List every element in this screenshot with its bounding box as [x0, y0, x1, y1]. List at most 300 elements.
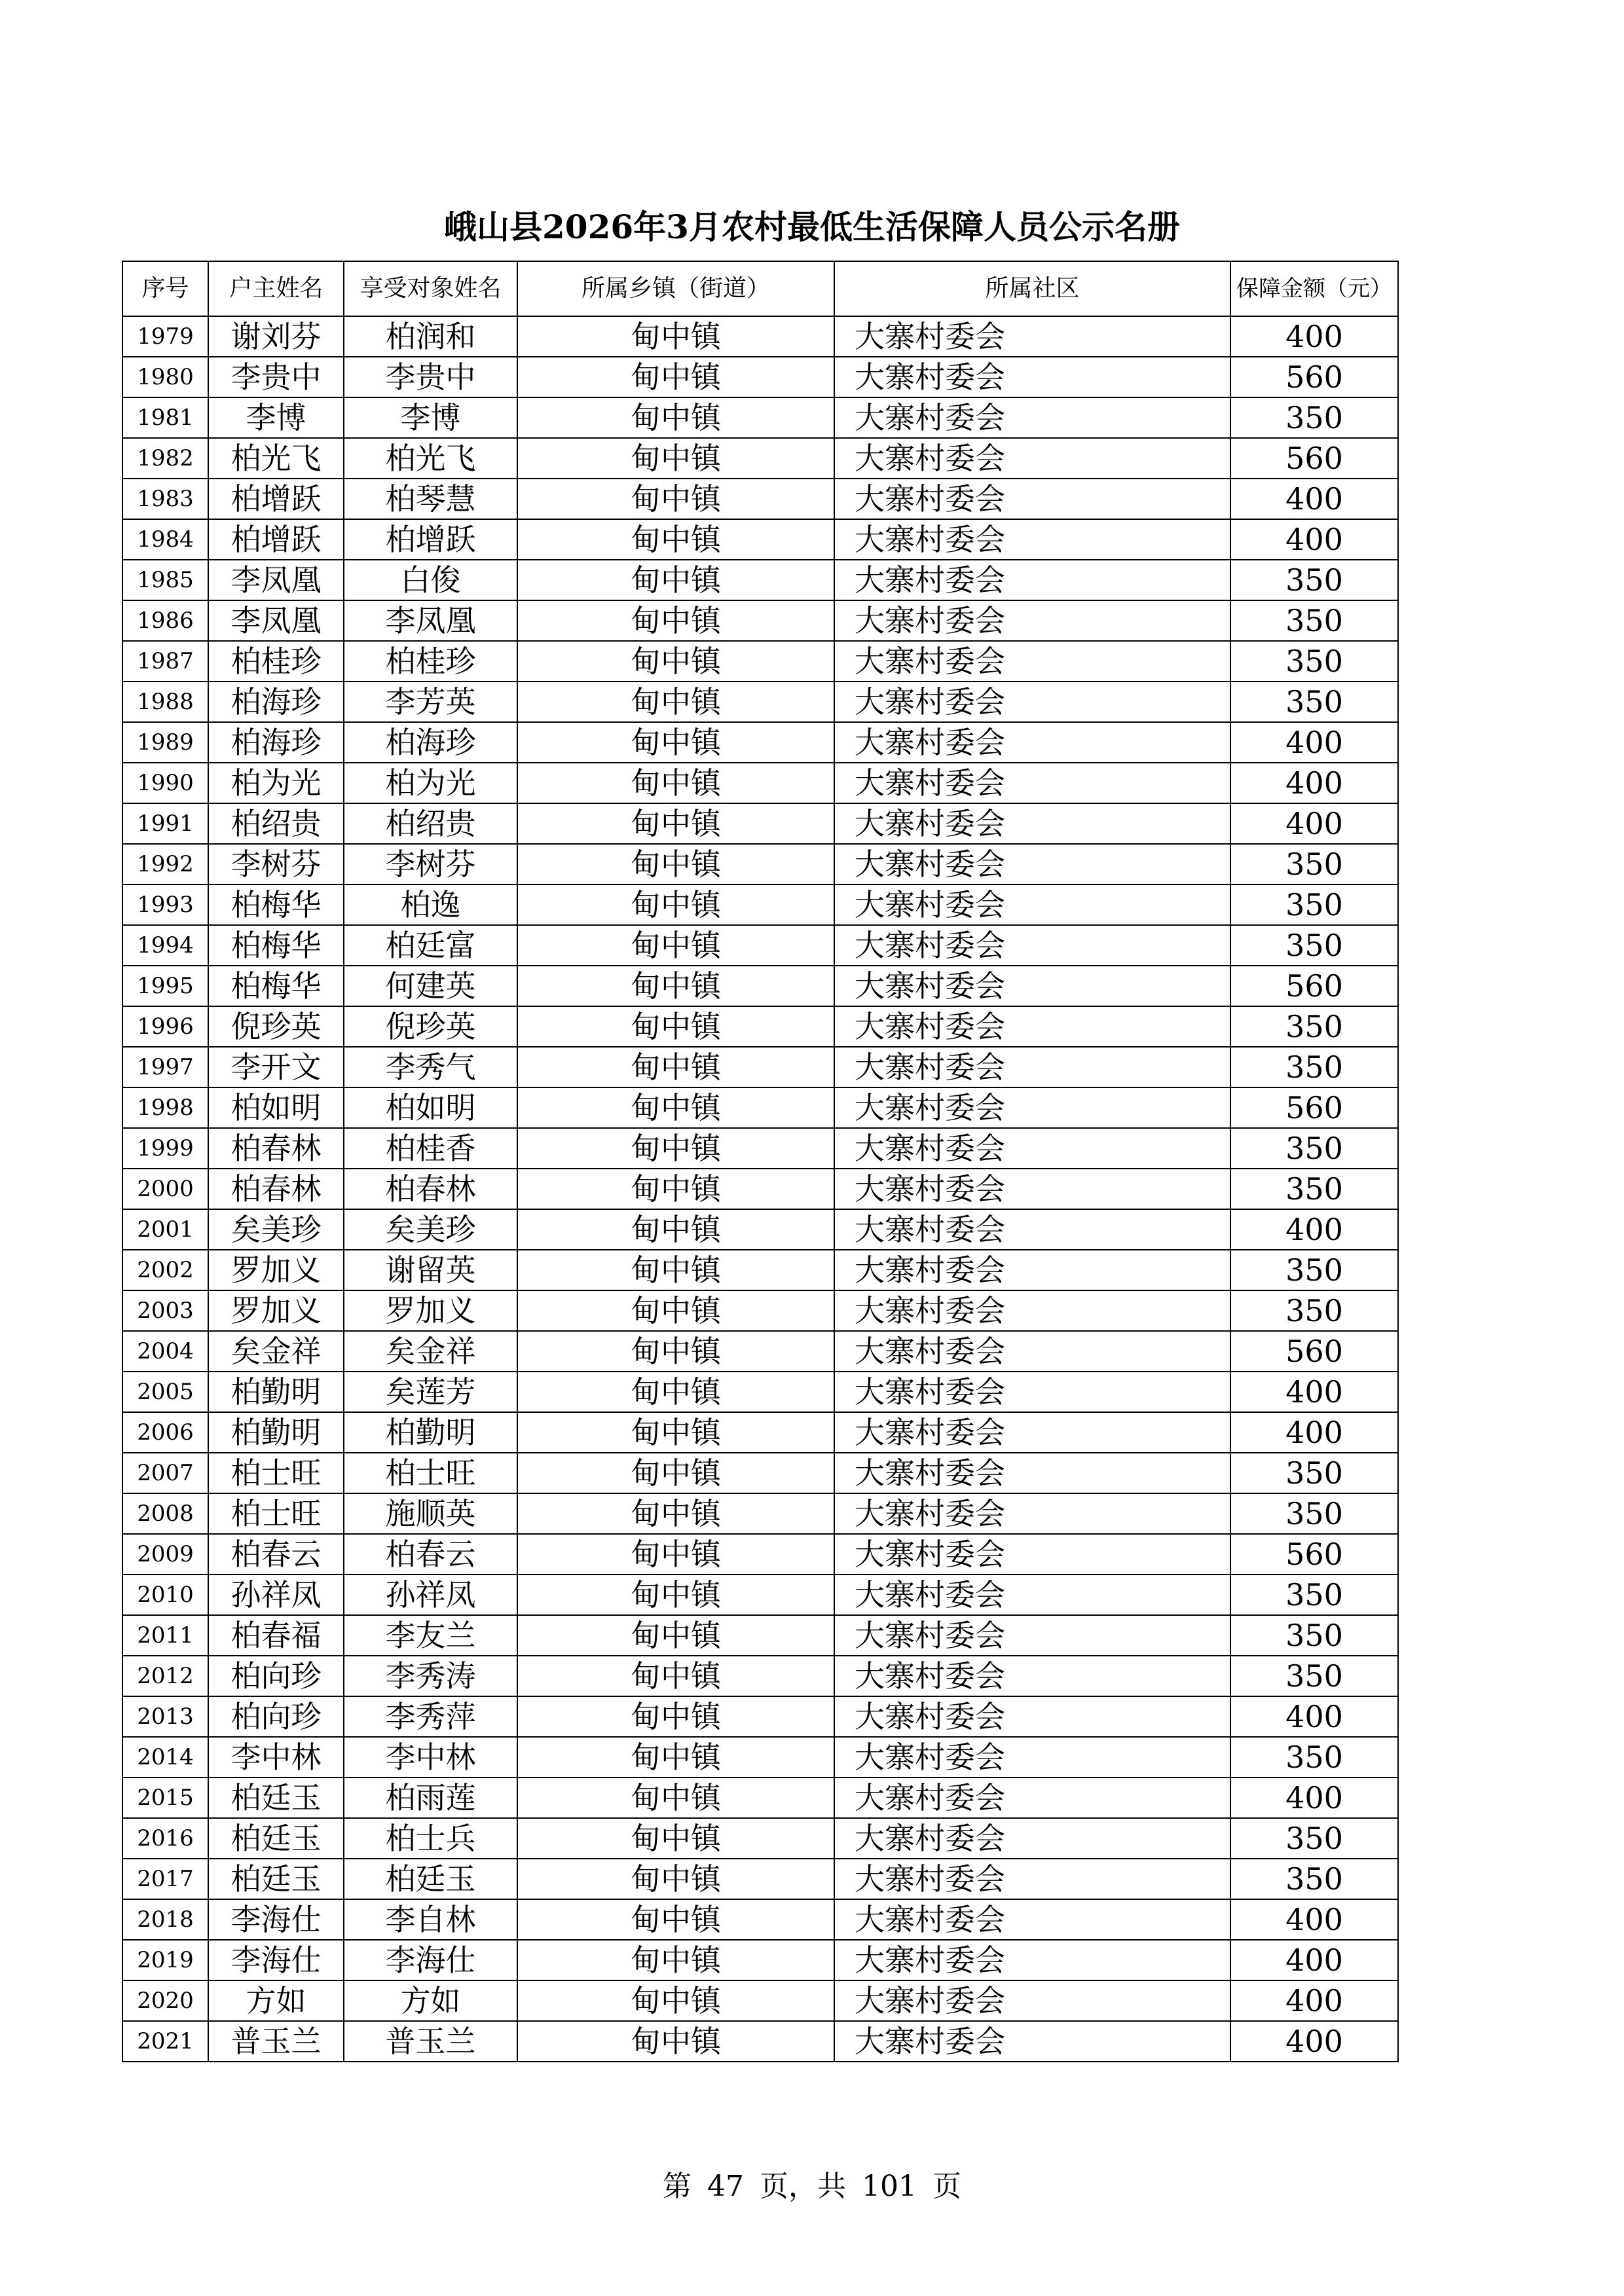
- cell-seq: 2019: [122, 1940, 208, 1980]
- table-row: [122, 803, 1398, 844]
- table-row: [122, 357, 1398, 397]
- cell-householder: 柏廷玉: [208, 1859, 344, 1899]
- cell-householder: 柏向珍: [208, 1656, 344, 1696]
- table-row: [122, 600, 1398, 641]
- cell-township: 甸中镇: [517, 1777, 834, 1818]
- cell-township: 甸中镇: [517, 1412, 834, 1453]
- cell-beneficiary: 矣美珍: [344, 1209, 517, 1250]
- cell-amount: 560: [1230, 357, 1398, 397]
- cell-community: 大寨村委会: [834, 1615, 1230, 1656]
- cell-householder: 李贵中: [208, 357, 344, 397]
- cell-householder: 李海仕: [208, 1940, 344, 1980]
- cell-beneficiary: 矣莲芳: [344, 1372, 517, 1412]
- cell-community: 大寨村委会: [834, 560, 1230, 600]
- cell-householder: 李海仕: [208, 1899, 344, 1940]
- cell-amount: 400: [1230, 1899, 1398, 1940]
- cell-seq: 2007: [122, 1453, 208, 1493]
- cell-beneficiary: 李秀涛: [344, 1656, 517, 1696]
- cell-householder: 矣金祥: [208, 1331, 344, 1372]
- header-seq: 序号: [122, 261, 208, 316]
- cell-amount: 560: [1230, 1331, 1398, 1372]
- table-row: [122, 1331, 1398, 1372]
- cell-householder: 罗加义: [208, 1290, 344, 1331]
- table-row: [122, 1615, 1398, 1656]
- cell-householder: 李中林: [208, 1737, 344, 1777]
- cell-beneficiary: 方如: [344, 1980, 517, 2021]
- cell-amount: 350: [1230, 844, 1398, 884]
- cell-beneficiary: 李芳英: [344, 682, 517, 722]
- cell-township: 甸中镇: [517, 1047, 834, 1087]
- cell-township: 甸中镇: [517, 925, 834, 966]
- table-row: [122, 1696, 1398, 1737]
- cell-township: 甸中镇: [517, 316, 834, 357]
- cell-beneficiary: 罗加义: [344, 1290, 517, 1331]
- cell-amount: 350: [1230, 682, 1398, 722]
- cell-amount: 350: [1230, 1493, 1398, 1534]
- cell-householder: 柏勤明: [208, 1372, 344, 1412]
- cell-householder: 柏廷玉: [208, 1777, 344, 1818]
- cell-community: 大寨村委会: [834, 600, 1230, 641]
- cell-householder: 李博: [208, 397, 344, 438]
- header-beneficiary: 享受对象姓名: [344, 261, 517, 316]
- table-row: [122, 1980, 1398, 2021]
- cell-amount: 400: [1230, 763, 1398, 803]
- cell-householder: 柏桂珍: [208, 641, 344, 682]
- cell-amount: 350: [1230, 1047, 1398, 1087]
- cell-township: 甸中镇: [517, 884, 834, 925]
- cell-seq: 1982: [122, 438, 208, 479]
- table-row: [122, 1372, 1398, 1412]
- table-row: [122, 1940, 1398, 1980]
- cell-township: 甸中镇: [517, 966, 834, 1006]
- cell-householder: 柏梅华: [208, 966, 344, 1006]
- cell-township: 甸中镇: [517, 519, 834, 560]
- cell-beneficiary: 柏绍贵: [344, 803, 517, 844]
- cell-amount: 400: [1230, 1412, 1398, 1453]
- cell-community: 大寨村委会: [834, 1412, 1230, 1453]
- cell-seq: 2006: [122, 1412, 208, 1453]
- cell-seq: 1997: [122, 1047, 208, 1087]
- cell-amount: 400: [1230, 1777, 1398, 1818]
- cell-householder: 柏梅华: [208, 884, 344, 925]
- table-row: [122, 925, 1398, 966]
- cell-community: 大寨村委会: [834, 1818, 1230, 1859]
- cell-seq: 2021: [122, 2021, 208, 2062]
- cell-beneficiary: 柏桂珍: [344, 641, 517, 682]
- cell-beneficiary: 柏为光: [344, 763, 517, 803]
- cell-seq: 1984: [122, 519, 208, 560]
- cell-seq: 2016: [122, 1818, 208, 1859]
- cell-seq: 1989: [122, 722, 208, 763]
- cell-beneficiary: 何建英: [344, 966, 517, 1006]
- cell-seq: 2003: [122, 1290, 208, 1331]
- cell-beneficiary: 柏士兵: [344, 1818, 517, 1859]
- cell-township: 甸中镇: [517, 1737, 834, 1777]
- cell-seq: 1991: [122, 803, 208, 844]
- cell-beneficiary: 李贵中: [344, 357, 517, 397]
- cell-community: 大寨村委会: [834, 2021, 1230, 2062]
- table-row: [122, 1575, 1398, 1615]
- cell-amount: 400: [1230, 316, 1398, 357]
- cell-township: 甸中镇: [517, 1250, 834, 1290]
- cell-beneficiary: 柏春云: [344, 1534, 517, 1575]
- cell-community: 大寨村委会: [834, 1209, 1230, 1250]
- cell-seq: 1992: [122, 844, 208, 884]
- cell-beneficiary: 柏光飞: [344, 438, 517, 479]
- cell-community: 大寨村委会: [834, 1250, 1230, 1290]
- cell-township: 甸中镇: [517, 1128, 834, 1169]
- cell-beneficiary: 谢留英: [344, 1250, 517, 1290]
- cell-beneficiary: 柏雨莲: [344, 1777, 517, 1818]
- cell-seq: 2005: [122, 1372, 208, 1412]
- cell-township: 甸中镇: [517, 1209, 834, 1250]
- cell-community: 大寨村委会: [834, 438, 1230, 479]
- cell-beneficiary: 李秀萍: [344, 1696, 517, 1737]
- cell-householder: 柏梅华: [208, 925, 344, 966]
- cell-householder: 柏勤明: [208, 1412, 344, 1453]
- cell-householder: 李凤凰: [208, 560, 344, 600]
- table-row: [122, 884, 1398, 925]
- cell-township: 甸中镇: [517, 1980, 834, 2021]
- cell-amount: 350: [1230, 1128, 1398, 1169]
- cell-beneficiary: 李凤凰: [344, 600, 517, 641]
- cell-community: 大寨村委会: [834, 316, 1230, 357]
- cell-beneficiary: 李海仕: [344, 1940, 517, 1980]
- cell-beneficiary: 李友兰: [344, 1615, 517, 1656]
- table-row: [122, 438, 1398, 479]
- cell-township: 甸中镇: [517, 1940, 834, 1980]
- cell-township: 甸中镇: [517, 1575, 834, 1615]
- cell-amount: 350: [1230, 1575, 1398, 1615]
- cell-householder: 柏海珍: [208, 682, 344, 722]
- cell-amount: 400: [1230, 1209, 1398, 1250]
- cell-amount: 350: [1230, 1006, 1398, 1047]
- cell-seq: 2018: [122, 1899, 208, 1940]
- cell-householder: 李开文: [208, 1047, 344, 1087]
- cell-township: 甸中镇: [517, 1453, 834, 1493]
- cell-seq: 1987: [122, 641, 208, 682]
- cell-community: 大寨村委会: [834, 1169, 1230, 1209]
- cell-township: 甸中镇: [517, 479, 834, 519]
- page-footer: 第 47 页，共 101 页: [663, 2170, 961, 2203]
- cell-beneficiary: 矣金祥: [344, 1331, 517, 1372]
- cell-seq: 2001: [122, 1209, 208, 1250]
- cell-amount: 400: [1230, 722, 1398, 763]
- cell-seq: 2004: [122, 1331, 208, 1372]
- cell-seq: 1985: [122, 560, 208, 600]
- cell-householder: 柏春林: [208, 1169, 344, 1209]
- cell-community: 大寨村委会: [834, 1087, 1230, 1128]
- cell-seq: 1994: [122, 925, 208, 966]
- header-row: [122, 261, 1398, 316]
- table-row: [122, 1777, 1398, 1818]
- cell-beneficiary: 柏逸: [344, 884, 517, 925]
- cell-township: 甸中镇: [517, 1331, 834, 1372]
- cell-township: 甸中镇: [517, 1006, 834, 1047]
- cell-community: 大寨村委会: [834, 1940, 1230, 1980]
- table-row: [122, 1493, 1398, 1534]
- cell-amount: 400: [1230, 1696, 1398, 1737]
- cell-seq: 2017: [122, 1859, 208, 1899]
- cell-beneficiary: 倪珍英: [344, 1006, 517, 1047]
- cell-amount: 350: [1230, 560, 1398, 600]
- cell-township: 甸中镇: [517, 560, 834, 600]
- cell-householder: 谢刘芬: [208, 316, 344, 357]
- cell-seq: 1999: [122, 1128, 208, 1169]
- cell-community: 大寨村委会: [834, 1128, 1230, 1169]
- cell-seq: 1988: [122, 682, 208, 722]
- cell-seq: 1980: [122, 357, 208, 397]
- cell-beneficiary: 柏如明: [344, 1087, 517, 1128]
- table-row: [122, 1006, 1398, 1047]
- cell-beneficiary: 普玉兰: [344, 2021, 517, 2062]
- cell-householder: 李凤凰: [208, 600, 344, 641]
- cell-township: 甸中镇: [517, 1656, 834, 1696]
- cell-seq: 1996: [122, 1006, 208, 1047]
- table-row: [122, 1290, 1398, 1331]
- table-row: [122, 1412, 1398, 1453]
- cell-seq: 2010: [122, 1575, 208, 1615]
- cell-community: 大寨村委会: [834, 884, 1230, 925]
- cell-community: 大寨村委会: [834, 844, 1230, 884]
- cell-amount: 400: [1230, 479, 1398, 519]
- table-row: [122, 966, 1398, 1006]
- cell-householder: 柏为光: [208, 763, 344, 803]
- cell-seq: 2015: [122, 1777, 208, 1818]
- cell-beneficiary: 柏春林: [344, 1169, 517, 1209]
- cell-community: 大寨村委会: [834, 519, 1230, 560]
- cell-township: 甸中镇: [517, 1859, 834, 1899]
- cell-township: 甸中镇: [517, 1372, 834, 1412]
- cell-township: 甸中镇: [517, 1534, 834, 1575]
- cell-amount: 350: [1230, 1250, 1398, 1290]
- cell-householder: 柏海珍: [208, 722, 344, 763]
- cell-seq: 1993: [122, 884, 208, 925]
- cell-amount: 560: [1230, 1087, 1398, 1128]
- cell-seq: 2012: [122, 1656, 208, 1696]
- table-row: [122, 1128, 1398, 1169]
- cell-township: 甸中镇: [517, 1493, 834, 1534]
- cell-beneficiary: 李中林: [344, 1737, 517, 1777]
- table-row: [122, 722, 1398, 763]
- cell-householder: 罗加义: [208, 1250, 344, 1290]
- cell-seq: 2014: [122, 1737, 208, 1777]
- cell-seq: 2000: [122, 1169, 208, 1209]
- cell-householder: 柏如明: [208, 1087, 344, 1128]
- cell-beneficiary: 柏勤明: [344, 1412, 517, 1453]
- cell-township: 甸中镇: [517, 763, 834, 803]
- cell-householder: 柏春福: [208, 1615, 344, 1656]
- cell-householder: 柏春云: [208, 1534, 344, 1575]
- table-row: [122, 2021, 1398, 2062]
- cell-community: 大寨村委会: [834, 1006, 1230, 1047]
- cell-community: 大寨村委会: [834, 1047, 1230, 1087]
- cell-amount: 350: [1230, 1859, 1398, 1899]
- cell-township: 甸中镇: [517, 844, 834, 884]
- cell-amount: 400: [1230, 1372, 1398, 1412]
- table-row: [122, 1737, 1398, 1777]
- cell-beneficiary: 柏琴慧: [344, 479, 517, 519]
- cell-community: 大寨村委会: [834, 763, 1230, 803]
- cell-beneficiary: 柏廷玉: [344, 1859, 517, 1899]
- cell-township: 甸中镇: [517, 1087, 834, 1128]
- cell-community: 大寨村委会: [834, 1534, 1230, 1575]
- cell-beneficiary: 施顺英: [344, 1493, 517, 1534]
- cell-householder: 柏士旺: [208, 1493, 344, 1534]
- cell-amount: 350: [1230, 925, 1398, 966]
- cell-amount: 560: [1230, 966, 1398, 1006]
- cell-township: 甸中镇: [517, 803, 834, 844]
- header-householder: 户主姓名: [208, 261, 344, 316]
- cell-township: 甸中镇: [517, 1696, 834, 1737]
- cell-householder: 柏增跃: [208, 519, 344, 560]
- cell-householder: 方如: [208, 1980, 344, 2021]
- table-row: [122, 1250, 1398, 1290]
- cell-seq: 2008: [122, 1493, 208, 1534]
- cell-community: 大寨村委会: [834, 1372, 1230, 1412]
- cell-beneficiary: 李自林: [344, 1899, 517, 1940]
- cell-seq: 2020: [122, 1980, 208, 2021]
- cell-seq: 1998: [122, 1087, 208, 1128]
- cell-amount: 560: [1230, 438, 1398, 479]
- cell-beneficiary: 孙祥凤: [344, 1575, 517, 1615]
- cell-householder: 矣美珍: [208, 1209, 344, 1250]
- table-row: [122, 1087, 1398, 1128]
- cell-beneficiary: 柏增跃: [344, 519, 517, 560]
- cell-amount: 350: [1230, 1615, 1398, 1656]
- cell-amount: 350: [1230, 397, 1398, 438]
- table-row: [122, 397, 1398, 438]
- cell-amount: 400: [1230, 519, 1398, 560]
- table-row: [122, 1047, 1398, 1087]
- cell-community: 大寨村委会: [834, 1899, 1230, 1940]
- cell-householder: 柏光飞: [208, 438, 344, 479]
- cell-seq: 1990: [122, 763, 208, 803]
- table-row: [122, 519, 1398, 560]
- cell-seq: 2013: [122, 1696, 208, 1737]
- cell-amount: 350: [1230, 1656, 1398, 1696]
- cell-township: 甸中镇: [517, 1615, 834, 1656]
- cell-householder: 倪珍英: [208, 1006, 344, 1047]
- table-row: [122, 682, 1398, 722]
- cell-beneficiary: 李秀气: [344, 1047, 517, 1087]
- cell-beneficiary: 柏桂香: [344, 1128, 517, 1169]
- cell-amount: 400: [1230, 803, 1398, 844]
- cell-householder: 柏士旺: [208, 1453, 344, 1493]
- cell-township: 甸中镇: [517, 357, 834, 397]
- cell-township: 甸中镇: [517, 397, 834, 438]
- cell-community: 大寨村委会: [834, 722, 1230, 763]
- cell-township: 甸中镇: [517, 1290, 834, 1331]
- cell-community: 大寨村委会: [834, 966, 1230, 1006]
- cell-seq: 1983: [122, 479, 208, 519]
- cell-community: 大寨村委会: [834, 1737, 1230, 1777]
- cell-seq: 2011: [122, 1615, 208, 1656]
- cell-householder: 柏向珍: [208, 1696, 344, 1737]
- cell-beneficiary: 柏士旺: [344, 1453, 517, 1493]
- cell-seq: 1979: [122, 316, 208, 357]
- cell-community: 大寨村委会: [834, 1453, 1230, 1493]
- cell-householder: 柏绍贵: [208, 803, 344, 844]
- cell-amount: 350: [1230, 1169, 1398, 1209]
- cell-seq: 1981: [122, 397, 208, 438]
- cell-township: 甸中镇: [517, 722, 834, 763]
- cell-community: 大寨村委会: [834, 1493, 1230, 1534]
- cell-community: 大寨村委会: [834, 641, 1230, 682]
- cell-community: 大寨村委会: [834, 1859, 1230, 1899]
- table-row: [122, 1534, 1398, 1575]
- roster-body: [122, 316, 1398, 2062]
- cell-amount: 350: [1230, 884, 1398, 925]
- cell-householder: 李树芬: [208, 844, 344, 884]
- cell-township: 甸中镇: [517, 1899, 834, 1940]
- cell-community: 大寨村委会: [834, 1980, 1230, 2021]
- table-row: [122, 1209, 1398, 1250]
- cell-community: 大寨村委会: [834, 1290, 1230, 1331]
- page-title: 峨山县2026年3月农村最低生活保障人员公示名册: [444, 208, 1180, 246]
- header-township: 所属乡镇（街道）: [517, 261, 834, 316]
- cell-community: 大寨村委会: [834, 1656, 1230, 1696]
- cell-seq: 1995: [122, 966, 208, 1006]
- cell-amount: 350: [1230, 1453, 1398, 1493]
- cell-community: 大寨村委会: [834, 682, 1230, 722]
- cell-householder: 柏春林: [208, 1128, 344, 1169]
- table-row: [122, 1818, 1398, 1859]
- table-row: [122, 1859, 1398, 1899]
- cell-community: 大寨村委会: [834, 925, 1230, 966]
- cell-householder: 柏廷玉: [208, 1818, 344, 1859]
- header-community: 所属社区: [834, 261, 1230, 316]
- cell-township: 甸中镇: [517, 438, 834, 479]
- cell-beneficiary: 柏润和: [344, 316, 517, 357]
- cell-community: 大寨村委会: [834, 1777, 1230, 1818]
- cell-township: 甸中镇: [517, 682, 834, 722]
- cell-amount: 350: [1230, 1290, 1398, 1331]
- cell-householder: 柏增跃: [208, 479, 344, 519]
- cell-beneficiary: 白俊: [344, 560, 517, 600]
- cell-township: 甸中镇: [517, 641, 834, 682]
- table-row: [122, 1899, 1398, 1940]
- table-row: [122, 641, 1398, 682]
- cell-seq: 1986: [122, 600, 208, 641]
- cell-beneficiary: 柏海珍: [344, 722, 517, 763]
- table-row: [122, 479, 1398, 519]
- cell-amount: 400: [1230, 1940, 1398, 1980]
- cell-beneficiary: 李树芬: [344, 844, 517, 884]
- table-row: [122, 560, 1398, 600]
- cell-township: 甸中镇: [517, 1818, 834, 1859]
- cell-householder: 孙祥凤: [208, 1575, 344, 1615]
- table-row: [122, 1453, 1398, 1493]
- cell-township: 甸中镇: [517, 600, 834, 641]
- cell-seq: 2002: [122, 1250, 208, 1290]
- cell-amount: 350: [1230, 641, 1398, 682]
- cell-township: 甸中镇: [517, 1169, 834, 1209]
- roster-table: [122, 261, 1399, 2062]
- cell-community: 大寨村委会: [834, 479, 1230, 519]
- cell-community: 大寨村委会: [834, 803, 1230, 844]
- cell-seq: 2009: [122, 1534, 208, 1575]
- cell-beneficiary: 柏廷富: [344, 925, 517, 966]
- cell-amount: 400: [1230, 1980, 1398, 2021]
- table-row: [122, 1169, 1398, 1209]
- cell-amount: 350: [1230, 600, 1398, 641]
- cell-amount: 350: [1230, 1818, 1398, 1859]
- cell-community: 大寨村委会: [834, 1331, 1230, 1372]
- cell-community: 大寨村委会: [834, 1575, 1230, 1615]
- cell-community: 大寨村委会: [834, 397, 1230, 438]
- cell-township: 甸中镇: [517, 2021, 834, 2062]
